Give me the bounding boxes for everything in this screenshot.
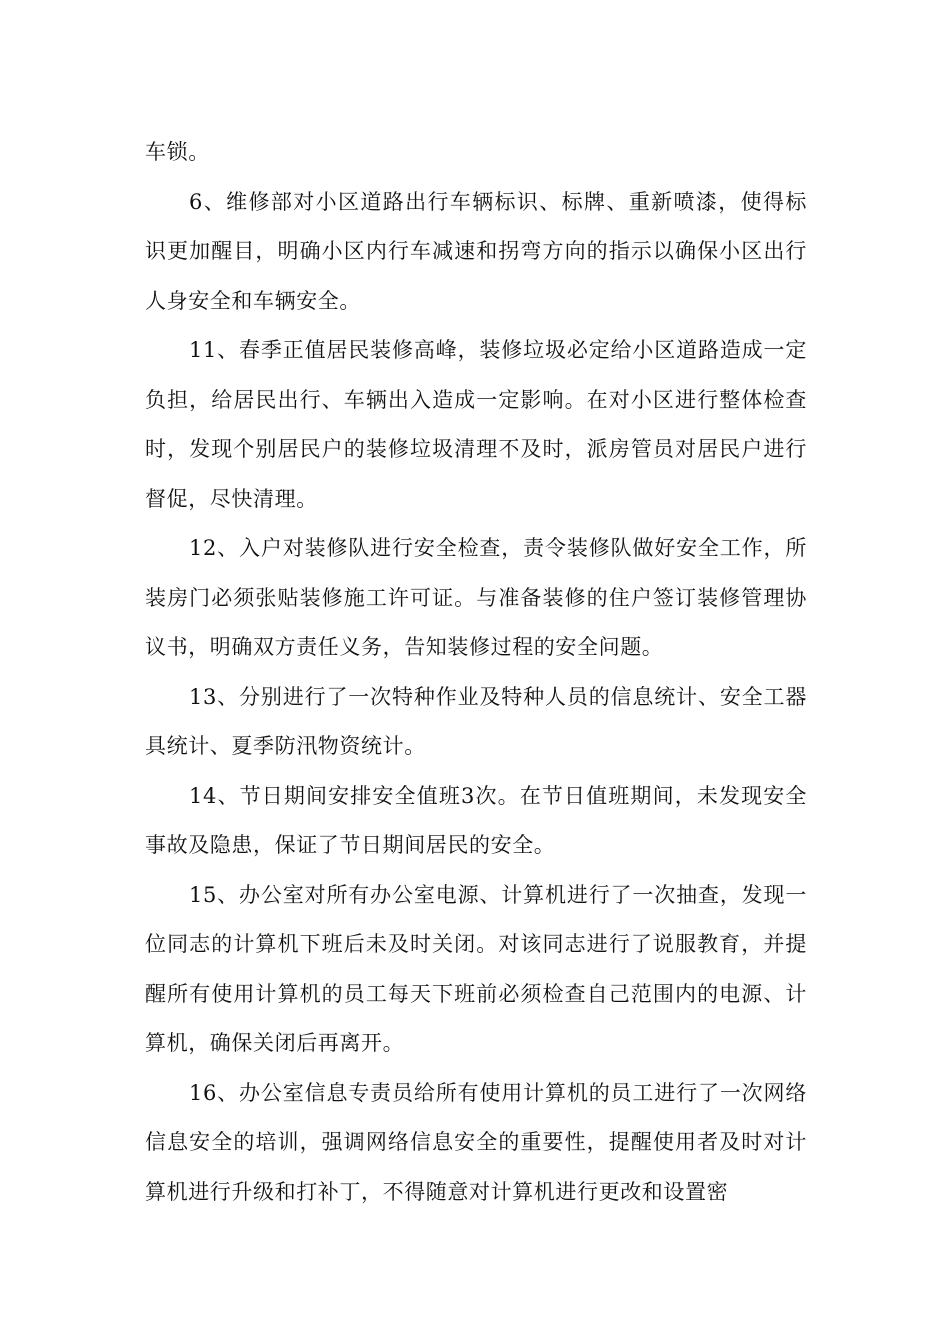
document-body xyxy=(145,128,807,1217)
paragraph-item-12: 12、入户对装修队进行安全检查，责令装修队做好安全工作，所装房门必须张贴装修施工许可证。与准备装修的住户签订装修管理协议书，明确双方责任义务，告知装修过程的安全问题。 xyxy=(145,536,807,659)
paragraph-item-11: 11、春季正值居民装修高峰，装修垃圾必定给小区道路造成一定负担，给居民出行、车辆出入造成一定影响。在对小区进行整体检查时，发现个别居民户的装修垃圾清理不及时，派房管员对居民户进行督促，尽快清理。 xyxy=(145,338,807,511)
paragraph-continuation: 车锁。 xyxy=(145,140,210,164)
paragraph-item-16: 16、办公室信息专责员给所有使用计算机的员工进行了一次网络信息安全的培训，强调网络信息安全的重要性，提醒使用者及时对计算机进行升级和打补丁，不得随意对计算机进行更改和设置密 xyxy=(145,1080,807,1204)
paragraph-item-6: 6、维修部对小区道路出行车辆标识、标牌、重新喷漆，使得标识更加醒目，明确小区内行车减速和拐弯方向的指示以确保小区出行人身安全和车辆安全。 xyxy=(145,189,807,313)
paragraph-item-13: 13、分别进行了一次特种作业及特种人员的信息统计、安全工器具统计、夏季防汛物资统计。 xyxy=(145,684,807,758)
paragraph-item-15: 15、办公室对所有办公室电源、计算机进行了一次抽查，发现一位同志的计算机下班后未及时关闭。对该同志进行了说服教育，并提醒所有使用计算机的员工每天下班前必须检查自己范围内的电源、计算机，确保关闭后再离开。 xyxy=(145,882,807,1055)
paragraph-item-14: 14、节日期间安排安全值班3次。在节日值班期间，未发现安全事故及隐患，保证了节日期间居民的安全。 xyxy=(145,783,807,857)
